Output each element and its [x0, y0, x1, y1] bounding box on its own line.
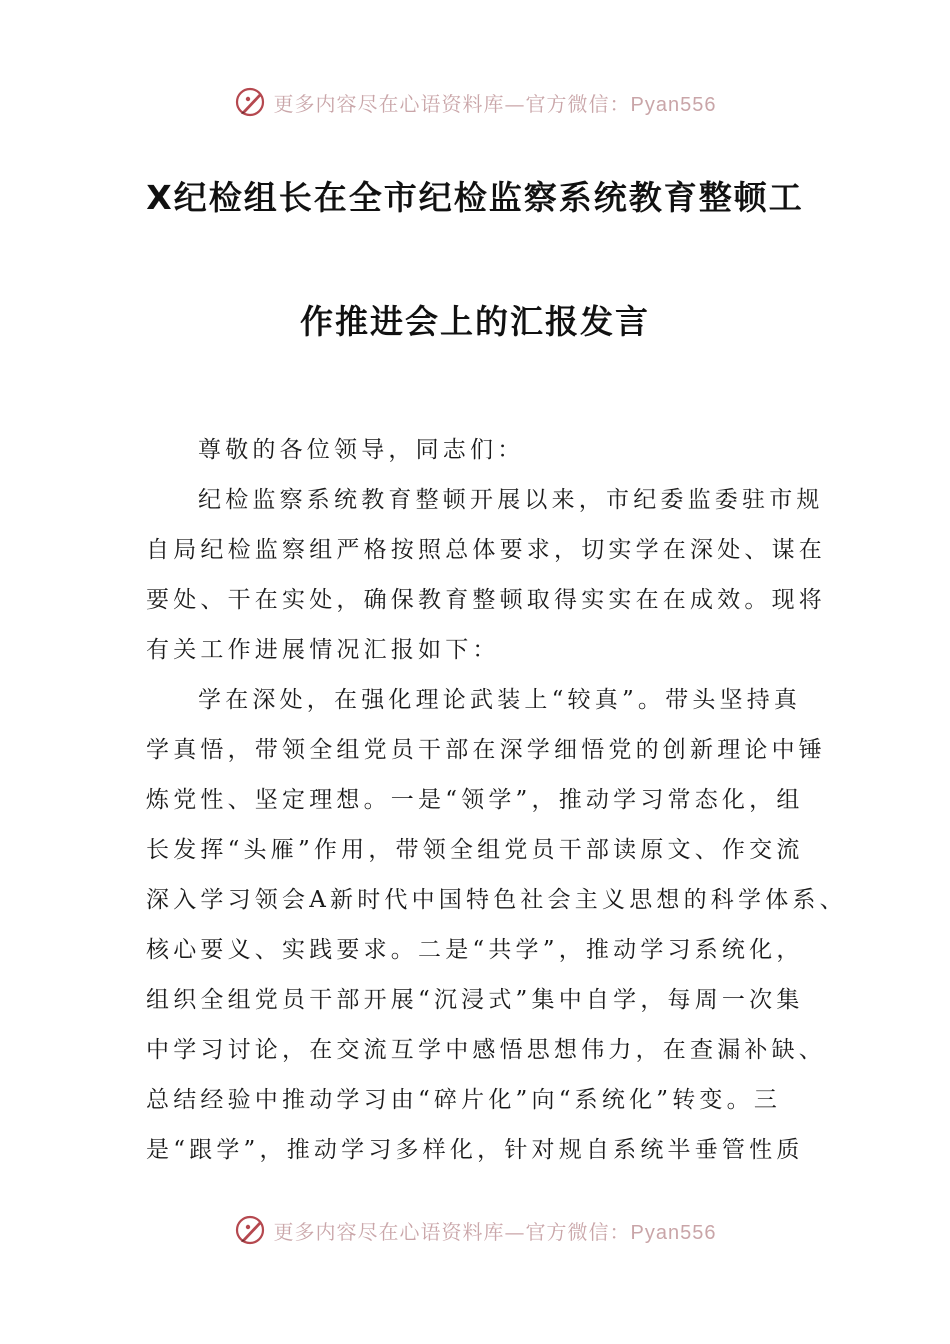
paragraph-line: 炼党性、坚定理想。一是“领学”，推动学习常态化，组	[146, 787, 804, 813]
paragraph-line: 自局纪检监察组严格按照总体要求，切实学在深处、谋在	[146, 537, 826, 563]
watermark-text: 更多内容尽在心语资料库—官方微信：	[273, 1219, 631, 1244]
paragraph-line: 核心要义、实践要求。二是“共学”，推动学习系统化，	[146, 937, 804, 963]
pen-circle-logo-icon	[234, 85, 268, 119]
header-watermark	[0, 82, 950, 122]
document-title-line-2: 作推进会上的汇报发言	[300, 302, 650, 341]
paragraph-line: 学在深处，在强化理论武装上“较真”。带头坚持真	[198, 687, 802, 713]
paragraph-line: 纪检监察系统教育整顿开展以来，市纪委监委驻市规	[198, 487, 824, 513]
paragraph-line: 是“跟学”，推动学习多样化，针对规自系统半垂管性质	[146, 1137, 804, 1163]
footer-watermark	[0, 1210, 950, 1250]
paragraph-line: 要处、干在实处，确保教育整顿取得实实在在成效。现将	[146, 587, 826, 613]
salutation-line: 尊敬的各位领导，同志们：	[198, 437, 525, 463]
document-title-line-1: X纪检组长在全市纪检监察系统教育整顿工	[146, 178, 804, 217]
paragraph-line: 中学习讨论，在交流互学中感悟思想伟力，在查漏补缺、	[146, 1037, 826, 1063]
watermark-text: 更多内容尽在心语资料库—官方微信：	[273, 91, 631, 116]
paragraph-line: 组织全组党员干部开展“沉浸式”集中自学，每周一次集	[146, 987, 804, 1013]
paragraph-line: 有关工作进展情况汇报如下：	[146, 637, 500, 663]
watermark-wechat-id: Pyan556	[630, 1221, 717, 1244]
paragraph-line: 深入学习领会A新时代中国特色社会主义思想的科学体系、	[146, 887, 847, 913]
watermark-wechat-id: Pyan556	[630, 93, 717, 116]
paragraph-line: 总结经验中推动学习由“碎片化”向“系统化”转变。三	[146, 1087, 782, 1113]
paragraph-line: 学真悟，带领全组党员干部在深学细悟党的创新理论中锤	[146, 737, 826, 763]
pen-circle-logo-icon	[234, 1213, 268, 1247]
paragraph-line: 长发挥“头雁”作用，带领全组党员干部读原文、作交流	[146, 837, 804, 863]
document-body	[146, 425, 847, 1175]
